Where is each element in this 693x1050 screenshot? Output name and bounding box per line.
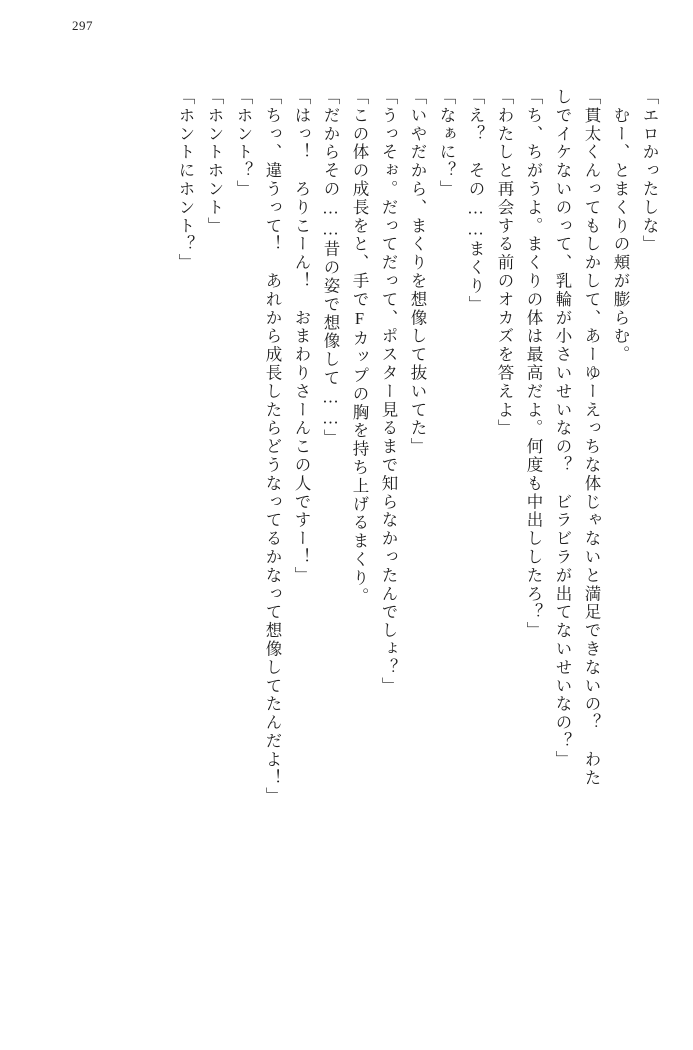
text-line: むー、とまくりの頬が膨らむ。 bbox=[611, 88, 630, 364]
text-line: 「なぁに？」 bbox=[437, 88, 456, 199]
text-line: 「貫太くんってもしかして、あーゆーえっちな体じゃないと満足できないの？ わた bbox=[582, 88, 601, 788]
vertical-text-body bbox=[40, 88, 657, 1018]
text-line: 「エロかったしな」 bbox=[640, 88, 659, 254]
text-line: 「え？ その……まくり」 bbox=[466, 88, 485, 314]
text-line: 「はっ！ ろりこーん！ おまわりさーんこの人ですー！」 bbox=[292, 88, 311, 585]
text-line: 「ちっ、違うって！ あれから成長したらどうなってるかなって想像してたんだよ！」 bbox=[263, 88, 282, 806]
text-line: 「わたしと再会する前のオカズを答えよ」 bbox=[495, 88, 514, 438]
text-line: 「ホントにホント？」 bbox=[176, 88, 195, 272]
text-line: 「だからその……昔の姿で想像して……」 bbox=[321, 88, 340, 448]
text-line: 「ホントホント」 bbox=[205, 88, 224, 236]
text-line: しでイケないのって、乳輪が小さいせいなの？ ビラビラが出てないせいなの？」 bbox=[553, 88, 572, 769]
text-line: 「ち、ちがうよ。まくりの体は最高だよ。何度も中出ししたろ？」 bbox=[524, 88, 543, 640]
page-number: 297 bbox=[72, 18, 93, 33]
text-line: 「うっそぉ。だってだって、ポスター見るまで知らなかったんでしょ？」 bbox=[379, 88, 398, 696]
text-line: 「ホント？」 bbox=[234, 88, 253, 199]
text-line: 「この体の成長をと、手でFカップの胸を持ち上げるまくり。 bbox=[350, 88, 369, 606]
text-line: 「いやだから、まくりを想像して抜いてた」 bbox=[408, 88, 427, 456]
